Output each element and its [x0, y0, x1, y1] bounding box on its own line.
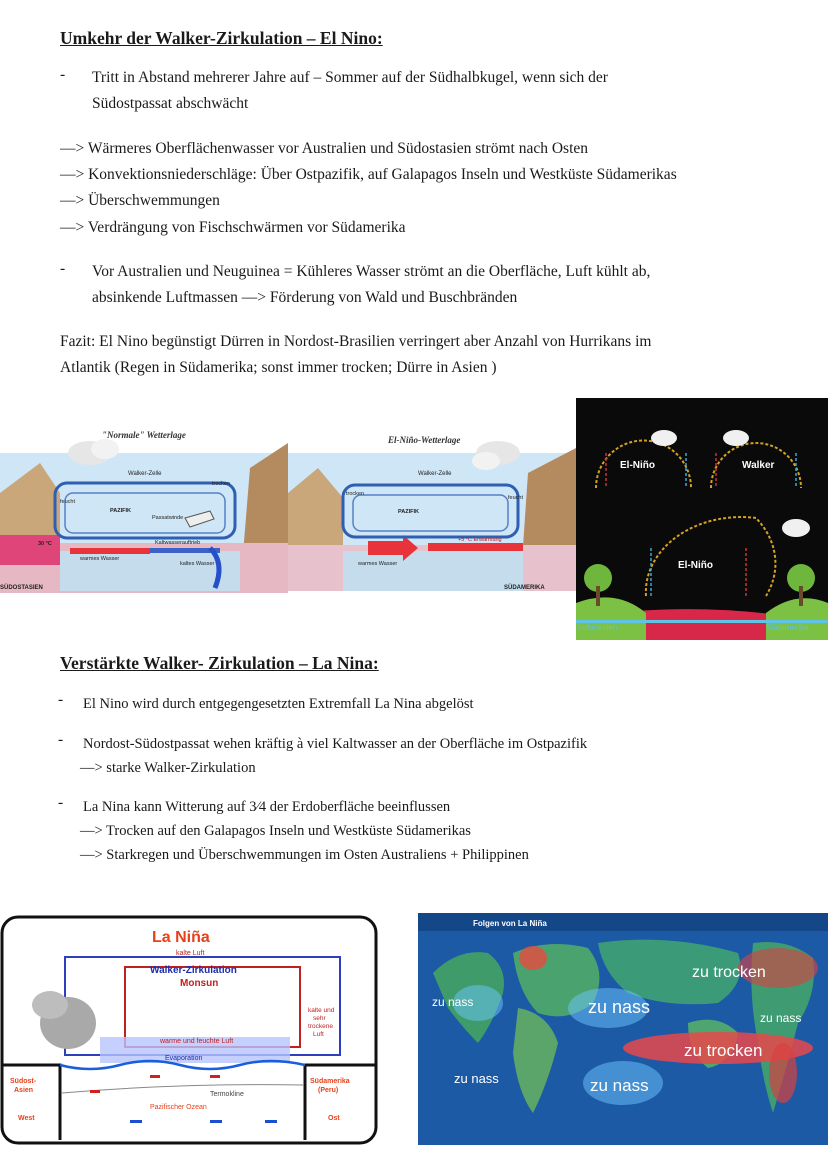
label-kalte-luft: kalte Luft — [176, 950, 205, 957]
label-west: West — [18, 1115, 35, 1122]
normal-conditions-diagram — [0, 423, 288, 595]
label-temp: 30 °C — [38, 541, 52, 547]
label-suedamerika: SÜDAMERIKA — [504, 585, 545, 591]
fazit-line-2: Atlantik (Regen in Südamerika; sonst immer trocken; Dürre in Asien ) — [60, 359, 497, 376]
label-feucht: feucht — [60, 499, 75, 505]
walker-el-nino-schematic — [576, 398, 828, 640]
normal-title: "Normale" Wetterlage — [102, 430, 186, 440]
label-kaltes-wasser: kaltes Wasser — [180, 561, 215, 567]
el-nino-bullet-2-line-1: Vor Australien und Neuguinea = Kühleres Wasser strömt an die Oberfläche, Luft kühlt ab, — [92, 263, 651, 280]
label-zu-trocken-1: zu trocken — [692, 964, 766, 981]
la-nina-title: La Niña — [152, 929, 210, 946]
label-warmes-wasser: warmes Wasser — [358, 561, 398, 567]
el-nino-arrow-1: —> Wärmeres Oberflächenwasser vor Australien und Südostasien strömt nach Osten — [60, 140, 588, 157]
la-nina-effects-map — [418, 913, 828, 1145]
map-title: Folgen von La Niña — [473, 919, 547, 928]
label-walker: Walker — [742, 460, 775, 471]
label-warme-luft: warme und feuchte Luft — [160, 1038, 234, 1045]
label-feucht: feucht — [508, 495, 523, 501]
bullet-dash: - — [60, 66, 66, 83]
label-pazifik: PAZIFIK — [398, 509, 419, 515]
label-zu-nass-4: zu nass — [454, 1071, 499, 1086]
la-nina-bullet-3-line-2: —> Trocken auf den Galapagos Inseln und Westküste Südamerikas — [80, 823, 471, 839]
la-nina-bullet-3-line-1: La Nina kann Witterung auf 3⁄4 der Erdoberfläche beeinflussen — [83, 799, 451, 815]
label-trocken: trocken — [346, 491, 365, 497]
label-warmes-wasser: warmes Wasser — [80, 556, 120, 562]
label-suedostasien-line-1: Südost- — [10, 1078, 37, 1085]
label-pazifischer-ozean: Pazifischer Ozean — [150, 1104, 207, 1111]
la-nina-bullet-3-line-3: —> Starkregen und Überschwemmungen im Osten Australiens + Philippinen — [80, 847, 529, 863]
label-suedamerika-line-1: Südamerika — [310, 1078, 350, 1085]
label-zu-nass-1: zu nass — [432, 995, 474, 1009]
label-kalte-line-4: Luft — [313, 1031, 324, 1038]
heading-el-nino: Umkehr der Walker-Zirkulation – El Nino: — [60, 28, 383, 48]
fazit-line-1: Fazit: El Nino begünstigt Dürren in Nordost-Brasilien verringert aber Anzahl von Hurrikans im — [60, 333, 652, 350]
el-nino-arrow-4: —> Verdrängung von Fischschwärmen vor Südamerika — [60, 219, 406, 236]
label-erwaermung: +5 °C Erwärmung — [458, 537, 502, 543]
label-monsun: Monsun — [180, 978, 219, 989]
label-suedostasien: SÜDOSTASIEN — [0, 585, 43, 591]
label-walker-cell: Walker-Zelle — [128, 471, 162, 477]
label-zu-trocken-2: zu trocken — [684, 1041, 763, 1060]
label-suedamerika-line-2: (Peru) — [318, 1087, 339, 1094]
el-nino-bullet-1-line-1: Tritt in Abstand mehrerer Jahre auf – Sommer auf der Südhalbkugel, wenn sich der — [92, 69, 608, 86]
label-pazifik: PAZIFIK — [110, 508, 131, 514]
bullet-dash: - — [58, 794, 64, 811]
label-walker-cell: Walker-Zelle — [418, 471, 452, 477]
label-termokline: Termokline — [210, 1091, 244, 1098]
la-nina-bullet-1: El Nino wird durch entgegengesetzten Extremfall La Nina abgelöst — [83, 696, 474, 712]
label-suedostasien-line-2: Asien — [14, 1087, 34, 1094]
label-trocken: trocken — [212, 481, 231, 487]
bullet-dash: - — [58, 731, 64, 748]
la-nina-bullet-2-line-2: —> starke Walker-Zirkulation — [80, 760, 256, 776]
el-nino-bullet-1-line-2: Südostpassat abschwächt — [92, 95, 249, 112]
el-nino-bullet-2-line-2: absinkende Luftmassen —> Förderung von Wald und Buschbränden — [92, 289, 518, 306]
label-zu-nass-2: zu nass — [588, 997, 651, 1017]
la-nina-diagram — [0, 915, 378, 1145]
el-nino-title: El-Niño-Wetterlage — [388, 435, 461, 445]
label-walker-zirkulation: Walker-Zirkulation — [150, 965, 237, 976]
cloud-icon — [651, 430, 677, 446]
label-kaltwasser: Kaltwasserauftrieb — [155, 540, 201, 546]
bullet-dash: - — [58, 691, 64, 708]
label-kalte-line-3: trockene — [308, 1023, 333, 1030]
el-nino-arrow-3: —> Überschwemmungen — [60, 192, 220, 209]
label-evaporation: Evaporation — [165, 1055, 203, 1062]
el-nino-arrow-2: —> Konvektionsniederschläge: Über Ostpazifik, auf Galapagos Inseln und Westküste Südamerikas — [60, 166, 677, 183]
label-suedamerika: Südamerika — [766, 623, 809, 632]
cloud-icon — [723, 430, 749, 446]
label-kalte-line-1: kalte und — [308, 1007, 335, 1014]
la-nina-bullet-2-line-1: Nordost-Südostpassat wehen kräftig à viel Kaltwasser an der Oberfläche im Ostpazifik — [83, 736, 588, 752]
label-el-nino-1: El-Niño — [620, 460, 655, 471]
bullet-dash: - — [60, 260, 66, 277]
warm-water-arrow — [70, 548, 150, 554]
label-el-nino-2: El-Niño — [678, 560, 713, 571]
label-zu-nass-3: zu nass — [760, 1011, 802, 1025]
label-passat: Passatwinde — [152, 515, 184, 521]
cloud-icon — [782, 519, 810, 537]
label-ost: Ost — [328, 1115, 340, 1122]
label-zu-nass-5: zu nass — [590, 1076, 649, 1095]
heading-la-nina: Verstärkte Walker- Zirkulation – La Nina: — [60, 653, 379, 673]
el-nino-conditions-diagram — [288, 423, 576, 595]
label-kalte-line-2: sehr — [313, 1015, 326, 1022]
label-indonesien: Indonesien — [578, 623, 618, 632]
